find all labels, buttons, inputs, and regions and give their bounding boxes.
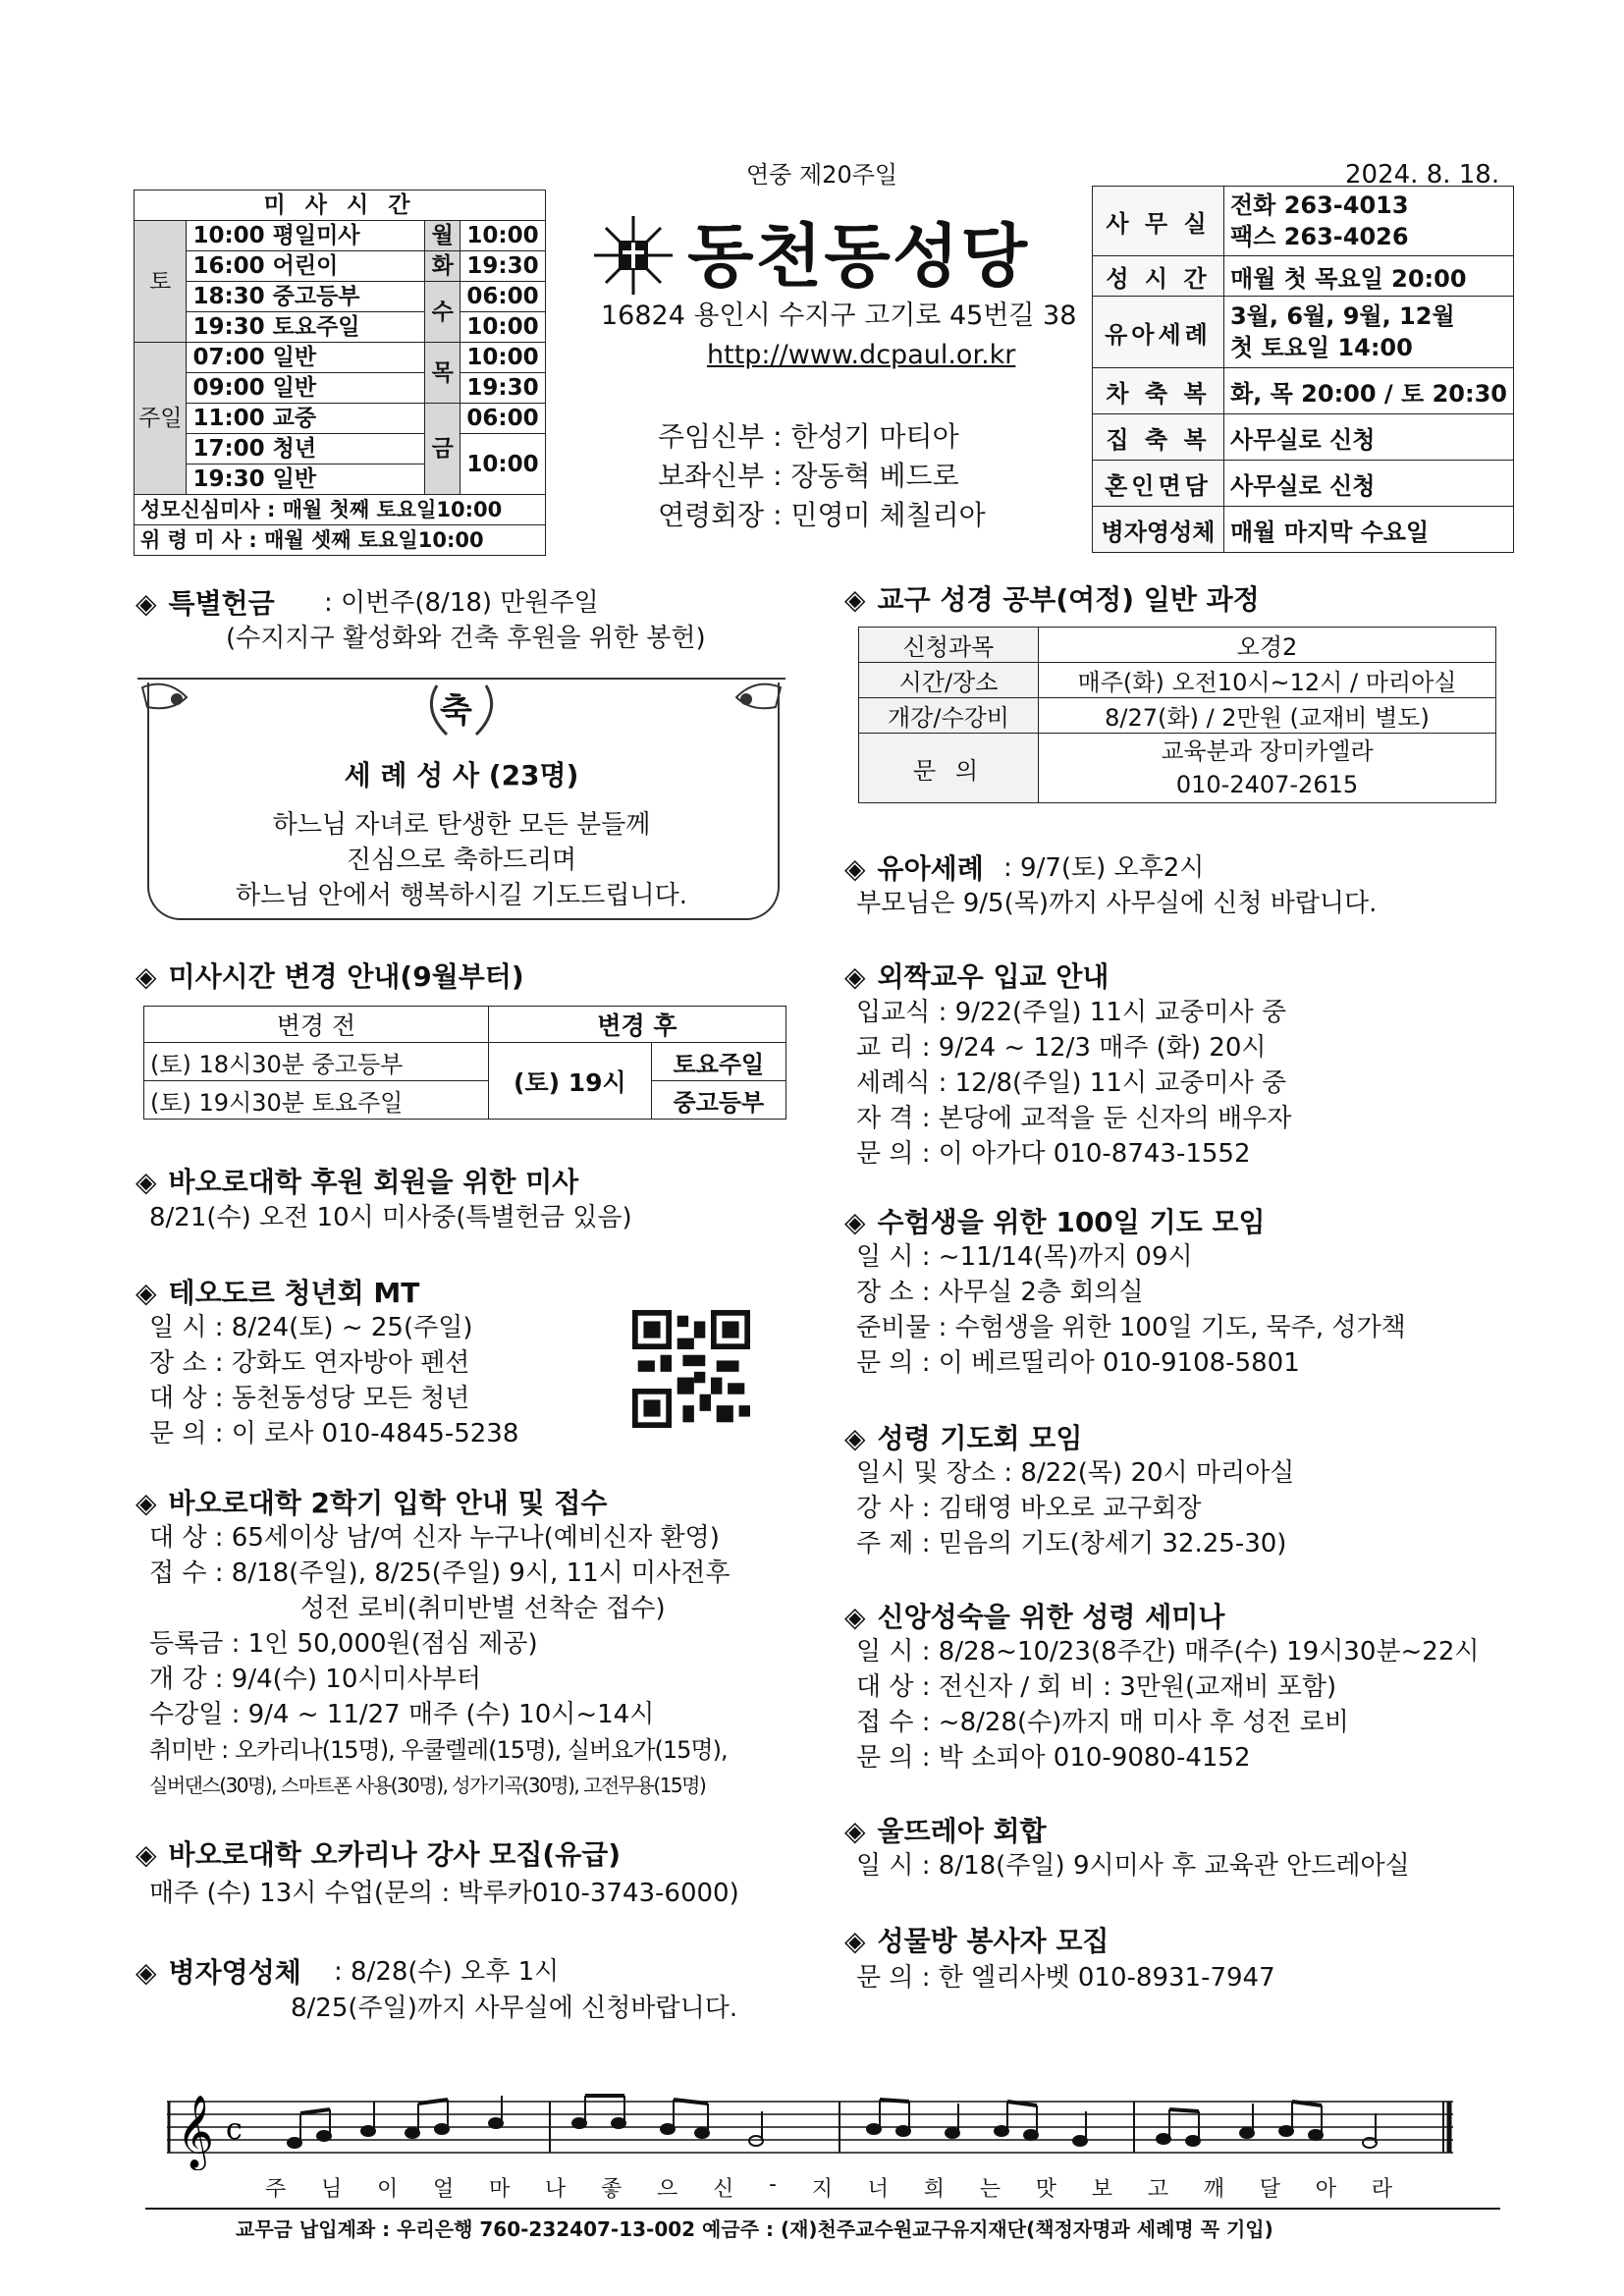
music-lyrics: 주 님 이 얼 마 나 좋 으 신 - 지 너 희 는 맛 보 고 깨 달 아 라 (265, 2172, 1394, 2202)
mass-change-table (143, 1006, 786, 1120)
day-mon: 월 (425, 221, 460, 251)
church-logo-icon (589, 211, 677, 300)
office-label: 사 무 실 (1093, 187, 1224, 256)
youth-mt-heading: ◈ 테오도르 청년회 MT (135, 1277, 420, 1309)
ribbon-left-icon (137, 678, 216, 727)
mon-time: 10:00 (460, 221, 545, 251)
after-name-2: 중고등부 (651, 1081, 785, 1120)
diamond-icon: ◈ (844, 1422, 866, 1454)
marian-mass: 성모신심미사 : 매월 첫째 토요일10:00 (135, 495, 546, 525)
day-fri: 금 (425, 404, 460, 495)
celebration-badge: 축 (440, 691, 472, 731)
holy-hour-value: 매월 첫 목요일 20:00 (1223, 256, 1513, 297)
diamond-icon: ◈ (135, 1277, 157, 1309)
holy-hour-label: 성 시 간 (1093, 256, 1224, 297)
sat-mass-3: 18:30 중고등부 (187, 282, 425, 312)
diamond-icon: ◈ (844, 583, 866, 616)
youth-mt-details: 일 시 : 8/24(토) ~ 25(주일) 장 소 : 강화도 연자방아 펜션 대 상 : 동천동성당 모든 청년 문 의 : 이 로사 010-4845-5238 (149, 1313, 519, 1449)
footer-divider (145, 2208, 1500, 2210)
car-blessing-value: 화, 목 20:00 / 토 20:30 (1223, 368, 1513, 414)
before-row-2: (토) 19시30분 토요주일 (144, 1081, 489, 1120)
office-info (1092, 186, 1514, 553)
ocarina-heading: ◈ 바오로대학 오카리나 강사 모집(유급) (135, 1838, 622, 1871)
infant-baptism-label: 유아세례 (1093, 297, 1224, 368)
infant-baptism-value: 3월, 6월, 9월, 12월 첫 토요일 14:00 (1223, 297, 1513, 368)
church-name: 동천동성당 (687, 216, 1030, 297)
exam-prayer-details: 일 시 : ~11/14(목)까지 09시 장 소 : 사무실 2층 회의실 준비물 : 수험생을 위한 100일 기도, 묵주, 성가책 문 의 : 이 베르띨리아 010-9108-5801 (856, 1242, 1406, 1378)
saturday-label: 토 (135, 221, 187, 343)
special-offering-line1: : 이번주(8/18) 만원주일 (324, 588, 599, 618)
after-header: 변경 후 (488, 1007, 785, 1043)
bible-row-value-1: 오경2 (1039, 628, 1496, 663)
spirit-prayer-details: 일시 및 장소 : 8/22(목) 20시 마리아실 강 사 : 김태영 바오로 교구회장 주 제 : 믿음의 기도(창세기 32.25-30) (856, 1458, 1295, 1558)
tue-time: 19:30 (460, 251, 545, 282)
paul-support-heading: ◈ 바오로대학 후원 회원을 위한 미사 (135, 1166, 579, 1198)
mass-schedule-title: 미 사 시 간 (135, 191, 546, 221)
sick-communion-label: 병자영성체 (1093, 507, 1224, 553)
qr-code-icon[interactable] (632, 1310, 750, 1428)
spouse-entry-heading: ◈ 외짝교우 입교 안내 (844, 960, 1110, 993)
spouse-entry-details: 입교식 : 9/22(주일) 11시 교중미사 중 교 리 : 9/24 ~ 12/3 매주 (화) 20시 세례식 : 12/8(주일) 11시 교중미사 중 자 격 : 본당에 교적을 둔 신자의 배우자 문 의 : 이 아가다 010-8743-1552 (856, 998, 1292, 1169)
shop-volunteer-line: 문 의 : 한 엘리사벳 010-8931-7947 (856, 1963, 1275, 1993)
house-blessing-label: 집 축 복 (1093, 414, 1224, 461)
ribbon-right-icon (707, 678, 785, 727)
baptism-message: 하느님 자녀로 탄생한 모든 분들께 진심으로 축하드리며 하느님 안에서 행복하시길 기도드립니다. (235, 810, 688, 910)
day-wed: 수 (425, 282, 460, 343)
sick-communion-value: 매월 마지막 수요일 (1223, 507, 1513, 553)
diamond-icon: ◈ (135, 1956, 157, 1989)
church-address: 16824 용인시 수지구 고기로 45번길 38 (601, 301, 1077, 331)
marriage-label: 혼인면담 (1093, 461, 1224, 507)
house-blessing-value: 사무실로 신청 (1223, 414, 1513, 461)
before-row-1: (토) 18시30분 중고등부 (144, 1043, 489, 1081)
sat-mass-2: 16:00 어린이 (187, 251, 425, 282)
bible-row-value-2: 매주(화) 오전10시~12시 / 마리아실 (1039, 663, 1496, 698)
sun-mass-5: 19:30 일반 (187, 465, 425, 495)
infant-baptism-heading: ◈ 유아세례 (844, 852, 984, 885)
diamond-icon: ◈ (135, 587, 157, 620)
staff-list (658, 417, 986, 535)
after-name-1: 토요주일 (651, 1043, 785, 1081)
staff-pastor: 주임신부 : 한성기 마티아 (658, 420, 959, 453)
exam-prayer-heading: ◈ 수험생을 위한 100일 기도 모임 (844, 1206, 1266, 1238)
shop-volunteer-heading: ◈ 성물방 봉사자 모집 (844, 1925, 1110, 1957)
thu-time-2: 19:30 (460, 373, 545, 404)
diamond-icon: ◈ (135, 1487, 157, 1519)
ultreya-line: 일 시 : 8/18(주일) 9시미사 후 교육관 안드레아실 (856, 1851, 1410, 1881)
bible-row-value-3: 8/27(화) / 2만원 (교재비 별도) (1039, 698, 1496, 734)
infant-baptism-line1: : 9/7(토) 오후2시 (1003, 853, 1205, 883)
marriage-value: 사무실로 신청 (1223, 461, 1513, 507)
liturgical-week: 연중 제20주일 (746, 161, 898, 189)
diamond-icon: ◈ (844, 1815, 866, 1847)
spirit-seminar-details: 일 시 : 8/28~10/23(8주간) 매주(수) 19시30분~22시 대 상 : 전신자 / 회 비 : 3만원(교재비 포함) 접 수 : ~8/28(수)까지 매 미사 후 성전 로비 문 의 : 박 소피아 010-9080-4152 (856, 1637, 1480, 1773)
sun-mass-4: 17:00 청년 (187, 434, 425, 465)
paul-admission-heading: ◈ 바오로대학 2학기 입학 안내 및 접수 (135, 1487, 608, 1519)
diamond-icon: ◈ (844, 1925, 866, 1957)
staff-funeral-head: 연령회장 : 민영미 체칠리아 (658, 499, 986, 531)
office-phone-fax: 전화 263-4013 팩스 263-4026 (1223, 187, 1513, 256)
special-offering-heading: ◈ 특별헌금 (135, 587, 275, 620)
ultreya-heading: ◈ 울뜨레아 회합 (844, 1815, 1047, 1847)
bible-row-label-2: 시간/장소 (859, 663, 1039, 698)
diamond-icon: ◈ (844, 960, 866, 993)
car-blessing-label: 차 축 복 (1093, 368, 1224, 414)
spirit-prayer-heading: ◈ 성령 기도회 모임 (844, 1422, 1083, 1454)
diamond-icon: ◈ (135, 1166, 157, 1198)
sick-communion-line1: : 8/28(수) 오후 1시 (334, 1957, 560, 1987)
bulletin-date: 2024. 8. 18. (1345, 160, 1500, 190)
thu-time-1: 10:00 (460, 343, 545, 373)
sick-communion-heading: ◈ 병자영성체 (135, 1956, 301, 1989)
before-header: 변경 전 (144, 1007, 489, 1043)
music-staff (167, 2082, 1453, 2170)
church-website-link[interactable]: http://www.dcpaul.or.kr (707, 340, 1016, 370)
fri-time-1: 06:00 (460, 404, 545, 434)
svg-text:𝄞: 𝄞 (177, 2096, 214, 2168)
sunday-label: 주일 (135, 343, 187, 495)
bible-study-heading: ◈ 교구 성경 공부(여정) 일반 과정 (844, 583, 1260, 616)
paul-admission-details: 대 상 : 65세이상 남/여 신자 누구나(예비신자 환영) 접 수 : 8/18(주일), 8/25(주일) 9시, 11시 미사전후 성전 로비(취미반별 선착순 접수) 등록금 : 1인 50,000원(점심 제공) 개 강 : 9/4(수) 10시미사부터 수강일 : 9/4 ~ 11/27 매주 (수) 10시~14시 취미반 : 오카리나(15명), 우쿨렐레(15명), 실버요가(15명), 실버댄스(30명), 스마트폰 사용(30명), 성가기곡(30명), 고전무용(15명) (149, 1523, 731, 1797)
bible-row-label-1: 신청과목 (859, 628, 1039, 663)
sat-mass-1: 10:00 평일미사 (187, 221, 425, 251)
mass-schedule (134, 190, 546, 556)
baptism-title: 세 례 성 사 (23명) (344, 759, 579, 792)
sick-communion-line2: 8/25(주일)까지 사무실에 신청바랍니다. (291, 1994, 738, 2023)
day-tue: 화 (425, 251, 460, 282)
fri-time-2: 10:00 (460, 434, 545, 495)
sat-mass-4: 19:30 토요주일 (187, 312, 425, 343)
after-time: (토) 19시 (488, 1043, 651, 1120)
bible-study-table (858, 627, 1496, 803)
wed-time-1: 06:00 (460, 282, 545, 312)
footer-account: 교무금 납입계좌 : 우리은행 760-232407-13-002 예금주 : (재)천주교수원교구유지재단(책정자명과 세례명 꼭 기입) (236, 2217, 1273, 2241)
bible-row-value-4: 교육분과 장미카엘라 010-2407-2615 (1039, 734, 1496, 803)
sun-mass-3: 11:00 교중 (187, 404, 425, 434)
ocarina-line: 매주 (수) 13시 수업(문의 : 박루카010-3743-6000) (149, 1879, 739, 1908)
wed-time-2: 10:00 (460, 312, 545, 343)
diamond-icon: ◈ (844, 1206, 866, 1238)
spirit-seminar-heading: ◈ 신앙성숙을 위한 성령 세미나 (844, 1601, 1225, 1633)
diamond-icon: ◈ (135, 1838, 157, 1871)
mass-change-heading: ◈ 미사시간 변경 안내(9월부터) (135, 960, 524, 993)
sun-mass-2: 09:00 일반 (187, 373, 425, 404)
diamond-icon: ◈ (135, 960, 157, 993)
paul-support-line: 8/21(수) 오전 10시 미사중(특별헌금 있음) (149, 1203, 632, 1232)
diamond-icon: ◈ (844, 1601, 866, 1633)
infant-baptism-line2: 부모님은 9/5(목)까지 사무실에 신청 바랍니다. (856, 889, 1378, 918)
staff-assistant: 보좌신부 : 장동혁 베드로 (658, 460, 959, 492)
bible-row-label-4: 문 의 (859, 734, 1039, 803)
bible-row-label-3: 개강/수강비 (859, 698, 1039, 734)
svg-text:c: c (226, 2112, 243, 2147)
diamond-icon: ◈ (844, 852, 866, 885)
special-offering-line2: (수지지구 활성화와 건축 후원을 위한 봉헌) (226, 624, 706, 653)
requiem-mass: 위 령 미 사 : 매월 셋째 토요일10:00 (135, 525, 546, 556)
sun-mass-1: 07:00 일반 (187, 343, 425, 373)
day-thu: 목 (425, 343, 460, 404)
